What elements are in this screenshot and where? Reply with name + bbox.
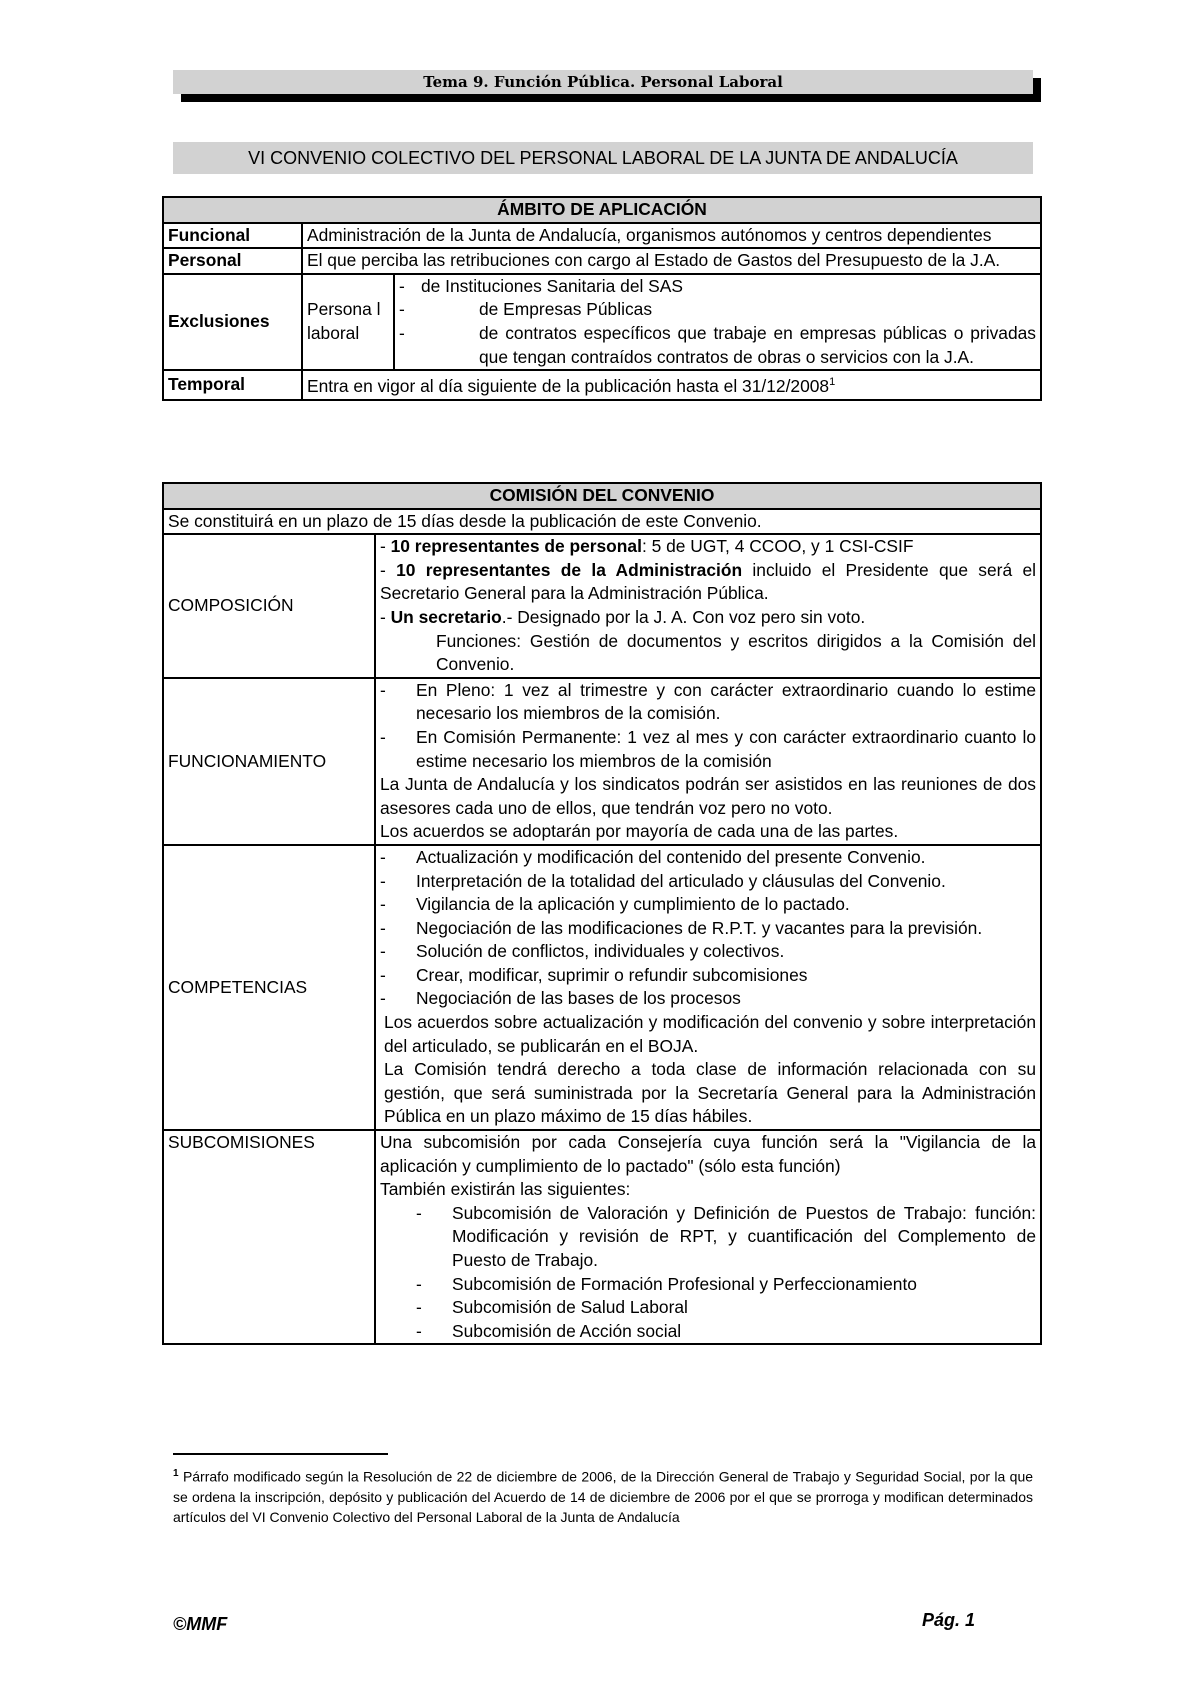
list-item: - Subcomisión de Valoración y Definición de Puestos de Trabajo: función: Modificación y revisión de RPT, y cuantificación del Complemento de Puesto de Trabajo.	[416, 1202, 1036, 1270]
ambito-table	[162, 196, 1042, 401]
composicion-line: - 10 representantes de personal: 5 de UGT, 4 CCOO, y 1 CSI-CSIF	[380, 536, 914, 557]
exclusiones-row	[163, 274, 1041, 370]
list-item: - de contratos específicos que trabaje en empresas públicas o privadas que tengan contraídos contratos de obras o servicios con la J.A.	[399, 322, 1036, 367]
composicion-content	[375, 534, 1041, 678]
temporal-label: Temporal	[163, 370, 302, 399]
competencias-content	[375, 845, 1041, 1130]
funcional-text: Administración de la Junta de Andalucía, organismos autónomos y centros dependientes	[302, 223, 1041, 249]
footnote-ref: 1	[829, 376, 836, 389]
composicion-row	[163, 534, 1041, 678]
personal-row	[163, 248, 1041, 274]
list-item: - Actualización y modificación del contenido del presente Convenio.	[380, 846, 926, 867]
competencias-row	[163, 845, 1041, 1130]
comision-heading: COMISIÓN DEL CONVENIO	[163, 483, 1041, 509]
composicion-line: - 10 representantes de la Administración incluido el Presidente que será el Secretario General para la Administración Pública.	[380, 559, 1036, 604]
personal-text: El que perciba las retribuciones con cargo al Estado de Gastos del Presupuesto de la J.A.	[302, 248, 1041, 274]
exclusiones-list	[394, 274, 1041, 370]
composicion-line: - Un secretario.- Designado por la J. A. Con voz pero sin voto.	[380, 606, 866, 627]
list-item: - de Instituciones Sanitaria del SAS	[399, 275, 683, 296]
funcional-row	[163, 223, 1041, 249]
page-number: Pág. 1	[922, 1610, 976, 1630]
competencias-paragraph: Los acuerdos sobre actualización y modificación del convenio y sobre interpretación del articulado, se publicarán en el BOJA.	[384, 1012, 1036, 1056]
personal-label: Personal	[163, 248, 302, 274]
temporal-row	[163, 370, 1041, 399]
footnote-separator	[173, 1453, 388, 1455]
composicion-label: COMPOSICIÓN	[163, 534, 375, 678]
list-item: - Subcomisión de Formación Profesional y Perfeccionamiento	[416, 1273, 917, 1294]
footer-copyright: ©MMF	[173, 1614, 228, 1634]
list-item: - Negociación de las bases de los procesos	[380, 988, 741, 1009]
funcional-label: Funcional	[163, 223, 302, 249]
list-item: - de Empresas Públicas	[399, 299, 653, 320]
subcomisiones-content	[375, 1130, 1041, 1344]
list-item: - Crear, modificar, suprimir o refundir subcomisiones	[380, 964, 808, 985]
composicion-funciones: Funciones: Gestión de documentos y escritos dirigidos a la Comisión del Convenio.	[436, 630, 1036, 675]
ambito-heading: ÁMBITO DE APLICACIÓN	[163, 197, 1041, 223]
list-item: - En Pleno: 1 vez al trimestre y con carácter extraordinario cuando lo estime necesario los miembros de la comisión.	[380, 679, 1036, 724]
funcionamiento-content	[375, 678, 1041, 845]
footnote-text: Párrafo modificado según la Resolución de 22 de diciembre de 2006, de la Dirección General de Trabajo y Seguridad Social, por la que se ordena la inscripción, depósito y publicación del Acuerdo de 14 de diciembre de 2006 por el que se prorroga y modifican determinados artículos del VI Convenio Colectivo del Personal Laboral de la Junta de Andalucía	[173, 1468, 1034, 1525]
subcomisiones-paragraph: Una subcomisión por cada Consejería cuya función será la "Vigilancia de la aplicación y cumplimiento de lo pactado" (sólo esta función)	[380, 1132, 1036, 1176]
temporal-text: Entra en vigor al día siguiente de la publicación hasta el 31/12/2008$^1$	[302, 370, 1041, 399]
page-header	[173, 70, 1033, 98]
footnote-number: 1	[173, 1468, 179, 1479]
exclusiones-sublabel: Persona l laboral	[302, 274, 394, 370]
subcomisiones-paragraph: También existirán las siguientes:	[380, 1179, 631, 1200]
comision-intro: Se constituirá en un plazo de 15 días desde la publicación de este Convenio.	[163, 509, 1041, 535]
subcomisiones-row	[163, 1130, 1041, 1344]
list-item: - Vigilancia de la aplicación y cumplimiento de lo pactado.	[380, 894, 850, 915]
document-title: VI CONVENIO COLECTIVO DEL PERSONAL LABORAL DE LA JUNTA DE ANDALUCÍA	[173, 142, 1033, 174]
list-item: - Subcomisión de Salud Laboral	[416, 1297, 688, 1318]
funcionamiento-paragraph: Los acuerdos se adoptarán por mayoría de cada una de las partes.	[380, 821, 899, 842]
subcomisiones-label: SUBCOMISIONES	[163, 1130, 375, 1344]
list-item: - En Comisión Permanente: 1 vez al mes y con carácter extraordinario cuanto lo estime necesario los miembros de la comisión	[380, 726, 1036, 771]
funcionamiento-label: FUNCIONAMIENTO	[163, 678, 375, 845]
comision-table	[162, 482, 1042, 1345]
competencias-label: COMPETENCIAS	[163, 845, 375, 1130]
list-item: - Solución de conflictos, individuales y colectivos.	[380, 941, 785, 962]
funcionamiento-paragraph: La Junta de Andalucía y los sindicatos podrán ser asistidos en las reuniones de dos asesores cada uno de ellos, que tendrán voz pero no voto.	[380, 774, 1036, 818]
exclusiones-label: Exclusiones	[163, 274, 302, 370]
footnote	[173, 1464, 1033, 1527]
funcionamiento-row	[163, 678, 1041, 845]
competencias-paragraph: La Comisión tendrá derecho a toda clase de información relacionada con su gestión, que será suministrada por la Secretaría General para la Administración Pública en un plazo máximo de 15 días hábiles.	[384, 1059, 1036, 1127]
list-item: - Interpretación de la totalidad del articulado y cláusulas del Convenio.	[380, 870, 946, 891]
list-item: - Negociación de las modificaciones de R.P.T. y vacantes para la previsión.	[380, 917, 983, 938]
list-item: - Subcomisión de Acción social	[416, 1320, 682, 1341]
header-title: Tema 9. Función Pública. Personal Laboral	[173, 70, 1033, 94]
